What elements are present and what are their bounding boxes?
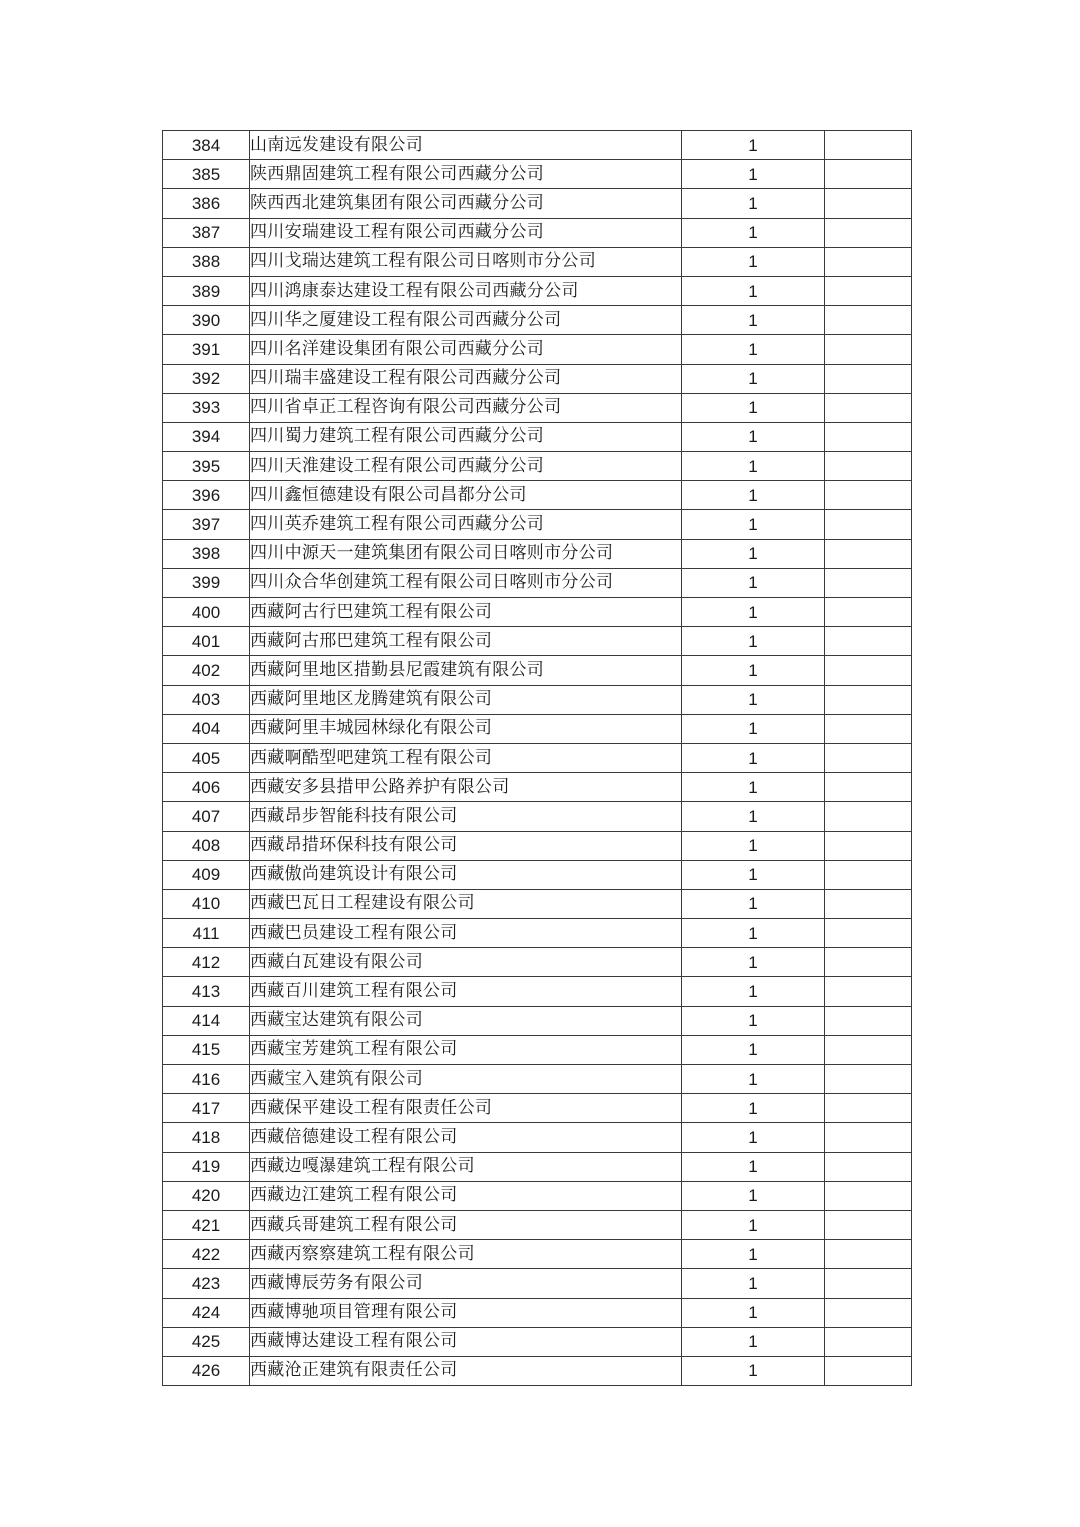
table-row [163,627,912,656]
row-number-cell: 406 [163,773,250,802]
company-name-cell: 四川中源天一建筑集团有限公司日喀则市分公司 [250,539,682,568]
table-row [163,1094,912,1123]
table-row [163,919,912,948]
table-row [163,1123,912,1152]
count-cell: 1 [682,889,825,918]
table-row [163,714,912,743]
row-number-cell: 415 [163,1035,250,1064]
count-cell: 1 [682,1269,825,1298]
row-number-cell: 410 [163,889,250,918]
row-number-cell: 385 [163,160,250,189]
row-number-cell: 426 [163,1356,250,1385]
company-name-cell: 西藏倍德建设工程有限公司 [250,1123,682,1152]
count-cell: 1 [682,1152,825,1181]
row-number-cell: 397 [163,510,250,539]
row-number-cell: 417 [163,1094,250,1123]
table-row [163,189,912,218]
note-cell [825,1240,912,1269]
note-cell [825,568,912,597]
note-cell [825,714,912,743]
count-cell: 1 [682,860,825,889]
row-number-cell: 411 [163,919,250,948]
company-name-cell: 西藏保平建设工程有限责任公司 [250,1094,682,1123]
count-cell: 1 [682,598,825,627]
company-name-cell: 西藏傲尚建筑设计有限公司 [250,860,682,889]
count-cell: 1 [682,919,825,948]
company-name-cell: 山南远发建设有限公司 [250,131,682,160]
company-table-body [163,131,912,1386]
note-cell [825,247,912,276]
company-name-cell: 四川天淮建设工程有限公司西藏分公司 [250,452,682,481]
table-row [163,1181,912,1210]
company-name-cell: 西藏沧正建筑有限责任公司 [250,1356,682,1385]
company-name-cell: 西藏阿古邢巴建筑工程有限公司 [250,627,682,656]
company-name-cell: 西藏丙察察建筑工程有限公司 [250,1240,682,1269]
note-cell [825,335,912,364]
count-cell: 1 [682,393,825,422]
row-number-cell: 422 [163,1240,250,1269]
row-number-cell: 421 [163,1210,250,1239]
row-number-cell: 425 [163,1327,250,1356]
count-cell: 1 [682,831,825,860]
note-cell [825,831,912,860]
count-cell: 1 [682,568,825,597]
table-row [163,452,912,481]
table-row [163,364,912,393]
row-number-cell: 387 [163,218,250,247]
count-cell: 1 [682,1035,825,1064]
count-cell: 1 [682,1356,825,1385]
table-row [163,1269,912,1298]
row-number-cell: 402 [163,656,250,685]
table-row [163,1210,912,1239]
note-cell [825,889,912,918]
row-number-cell: 401 [163,627,250,656]
row-number-cell: 392 [163,364,250,393]
count-cell: 1 [682,247,825,276]
row-number-cell: 424 [163,1298,250,1327]
company-name-cell: 西藏安多县措甲公路养护有限公司 [250,773,682,802]
note-cell [825,1356,912,1385]
count-cell: 1 [682,1094,825,1123]
company-name-cell: 西藏昂步智能科技有限公司 [250,802,682,831]
count-cell: 1 [682,189,825,218]
company-name-cell: 四川鸿康泰达建设工程有限公司西藏分公司 [250,276,682,305]
note-cell [825,919,912,948]
company-name-cell: 西藏阿里地区措勤县尼霞建筑有限公司 [250,656,682,685]
count-cell: 1 [682,510,825,539]
table-row [163,598,912,627]
note-cell [825,1181,912,1210]
table-row [163,977,912,1006]
count-cell: 1 [682,539,825,568]
row-number-cell: 395 [163,452,250,481]
row-number-cell: 396 [163,481,250,510]
count-cell: 1 [682,335,825,364]
count-cell: 1 [682,773,825,802]
company-name-cell: 西藏宝达建筑有限公司 [250,1006,682,1035]
row-number-cell: 416 [163,1065,250,1094]
note-cell [825,948,912,977]
note-cell [825,481,912,510]
table-row [163,1035,912,1064]
company-name-cell: 西藏边嘎瀑建筑工程有限公司 [250,1152,682,1181]
company-name-cell: 西藏宝入建筑有限公司 [250,1065,682,1094]
note-cell [825,685,912,714]
note-cell [825,276,912,305]
note-cell [825,131,912,160]
table-row [163,481,912,510]
count-cell: 1 [682,1123,825,1152]
table-row [163,743,912,772]
company-name-cell: 西藏兵哥建筑工程有限公司 [250,1210,682,1239]
row-number-cell: 400 [163,598,250,627]
note-cell [825,1210,912,1239]
note-cell [825,306,912,335]
note-cell [825,422,912,451]
table-row [163,889,912,918]
company-name-cell: 西藏白瓦建设有限公司 [250,948,682,977]
table-row [163,247,912,276]
table-row [163,1240,912,1269]
note-cell [825,364,912,393]
note-cell [825,1269,912,1298]
count-cell: 1 [682,422,825,451]
count-cell: 1 [682,452,825,481]
table-row [163,1065,912,1094]
table-row [163,306,912,335]
company-name-cell: 西藏阿里地区龙腾建筑有限公司 [250,685,682,714]
note-cell [825,1152,912,1181]
count-cell: 1 [682,276,825,305]
table-row [163,831,912,860]
table-row [163,1356,912,1385]
count-cell: 1 [682,131,825,160]
count-cell: 1 [682,656,825,685]
table-row [163,948,912,977]
count-cell: 1 [682,743,825,772]
note-cell [825,1065,912,1094]
company-table [162,130,912,1386]
row-number-cell: 388 [163,247,250,276]
row-number-cell: 414 [163,1006,250,1035]
table-row [163,131,912,160]
count-cell: 1 [682,1006,825,1035]
count-cell: 1 [682,1240,825,1269]
count-cell: 1 [682,685,825,714]
company-name-cell: 陕西西北建筑集团有限公司西藏分公司 [250,189,682,218]
note-cell [825,743,912,772]
note-cell [825,656,912,685]
company-name-cell: 西藏啊酷型吧建筑工程有限公司 [250,743,682,772]
company-name-cell: 四川名洋建设集团有限公司西藏分公司 [250,335,682,364]
note-cell [825,598,912,627]
company-name-cell: 四川众合华创建筑工程有限公司日喀则市分公司 [250,568,682,597]
table-row [163,568,912,597]
row-number-cell: 419 [163,1152,250,1181]
company-name-cell: 四川英乔建筑工程有限公司西藏分公司 [250,510,682,539]
table-row [163,685,912,714]
table-row [163,422,912,451]
table-row [163,335,912,364]
count-cell: 1 [682,160,825,189]
count-cell: 1 [682,1065,825,1094]
count-cell: 1 [682,481,825,510]
table-row [163,773,912,802]
note-cell [825,1123,912,1152]
company-name-cell: 西藏阿里丰城园林绿化有限公司 [250,714,682,743]
row-number-cell: 393 [163,393,250,422]
row-number-cell: 420 [163,1181,250,1210]
table-row [163,1152,912,1181]
count-cell: 1 [682,1327,825,1356]
table-row [163,539,912,568]
count-cell: 1 [682,948,825,977]
table-row [163,1298,912,1327]
row-number-cell: 389 [163,276,250,305]
company-name-cell: 四川华之厦建设工程有限公司西藏分公司 [250,306,682,335]
table-row [163,160,912,189]
row-number-cell: 394 [163,422,250,451]
note-cell [825,802,912,831]
row-number-cell: 384 [163,131,250,160]
table-row [163,860,912,889]
note-cell [825,393,912,422]
company-name-cell: 西藏宝芳建筑工程有限公司 [250,1035,682,1064]
row-number-cell: 403 [163,685,250,714]
company-name-cell: 西藏巴瓦日工程建设有限公司 [250,889,682,918]
company-name-cell: 陕西鼎固建筑工程有限公司西藏分公司 [250,160,682,189]
company-name-cell: 西藏百川建筑工程有限公司 [250,977,682,1006]
note-cell [825,627,912,656]
count-cell: 1 [682,218,825,247]
note-cell [825,452,912,481]
company-name-cell: 西藏博达建设工程有限公司 [250,1327,682,1356]
row-number-cell: 398 [163,539,250,568]
row-number-cell: 404 [163,714,250,743]
row-number-cell: 407 [163,802,250,831]
count-cell: 1 [682,1181,825,1210]
row-number-cell: 405 [163,743,250,772]
count-cell: 1 [682,802,825,831]
count-cell: 1 [682,977,825,1006]
company-name-cell: 西藏博驰项目管理有限公司 [250,1298,682,1327]
company-name-cell: 四川瑞丰盛建设工程有限公司西藏分公司 [250,364,682,393]
row-number-cell: 423 [163,1269,250,1298]
row-number-cell: 391 [163,335,250,364]
company-name-cell: 四川鑫恒德建设有限公司昌都分公司 [250,481,682,510]
row-number-cell: 408 [163,831,250,860]
row-number-cell: 390 [163,306,250,335]
note-cell [825,1094,912,1123]
note-cell [825,510,912,539]
row-number-cell: 413 [163,977,250,1006]
note-cell [825,539,912,568]
note-cell [825,1327,912,1356]
company-name-cell: 西藏阿古行巴建筑工程有限公司 [250,598,682,627]
table-row [163,218,912,247]
count-cell: 1 [682,1298,825,1327]
table-row [163,1327,912,1356]
table-row [163,393,912,422]
note-cell [825,860,912,889]
company-name-cell: 西藏昂措环保科技有限公司 [250,831,682,860]
count-cell: 1 [682,1210,825,1239]
count-cell: 1 [682,627,825,656]
count-cell: 1 [682,714,825,743]
company-name-cell: 西藏巴员建设工程有限公司 [250,919,682,948]
table-row [163,1006,912,1035]
row-number-cell: 386 [163,189,250,218]
count-cell: 1 [682,306,825,335]
table-row [163,802,912,831]
row-number-cell: 409 [163,860,250,889]
company-name-cell: 四川蜀力建筑工程有限公司西藏分公司 [250,422,682,451]
company-name-cell: 四川省卓正工程咨询有限公司西藏分公司 [250,393,682,422]
table-row [163,276,912,305]
note-cell [825,160,912,189]
count-cell: 1 [682,364,825,393]
row-number-cell: 399 [163,568,250,597]
company-name-cell: 西藏边江建筑工程有限公司 [250,1181,682,1210]
company-name-cell: 四川安瑞建设工程有限公司西藏分公司 [250,218,682,247]
note-cell [825,189,912,218]
note-cell [825,1006,912,1035]
note-cell [825,218,912,247]
note-cell [825,977,912,1006]
company-name-cell: 四川戈瑞达建筑工程有限公司日喀则市分公司 [250,247,682,276]
note-cell [825,773,912,802]
note-cell [825,1035,912,1064]
row-number-cell: 412 [163,948,250,977]
company-name-cell: 西藏博辰劳务有限公司 [250,1269,682,1298]
table-row [163,510,912,539]
table-row [163,656,912,685]
row-number-cell: 418 [163,1123,250,1152]
note-cell [825,1298,912,1327]
